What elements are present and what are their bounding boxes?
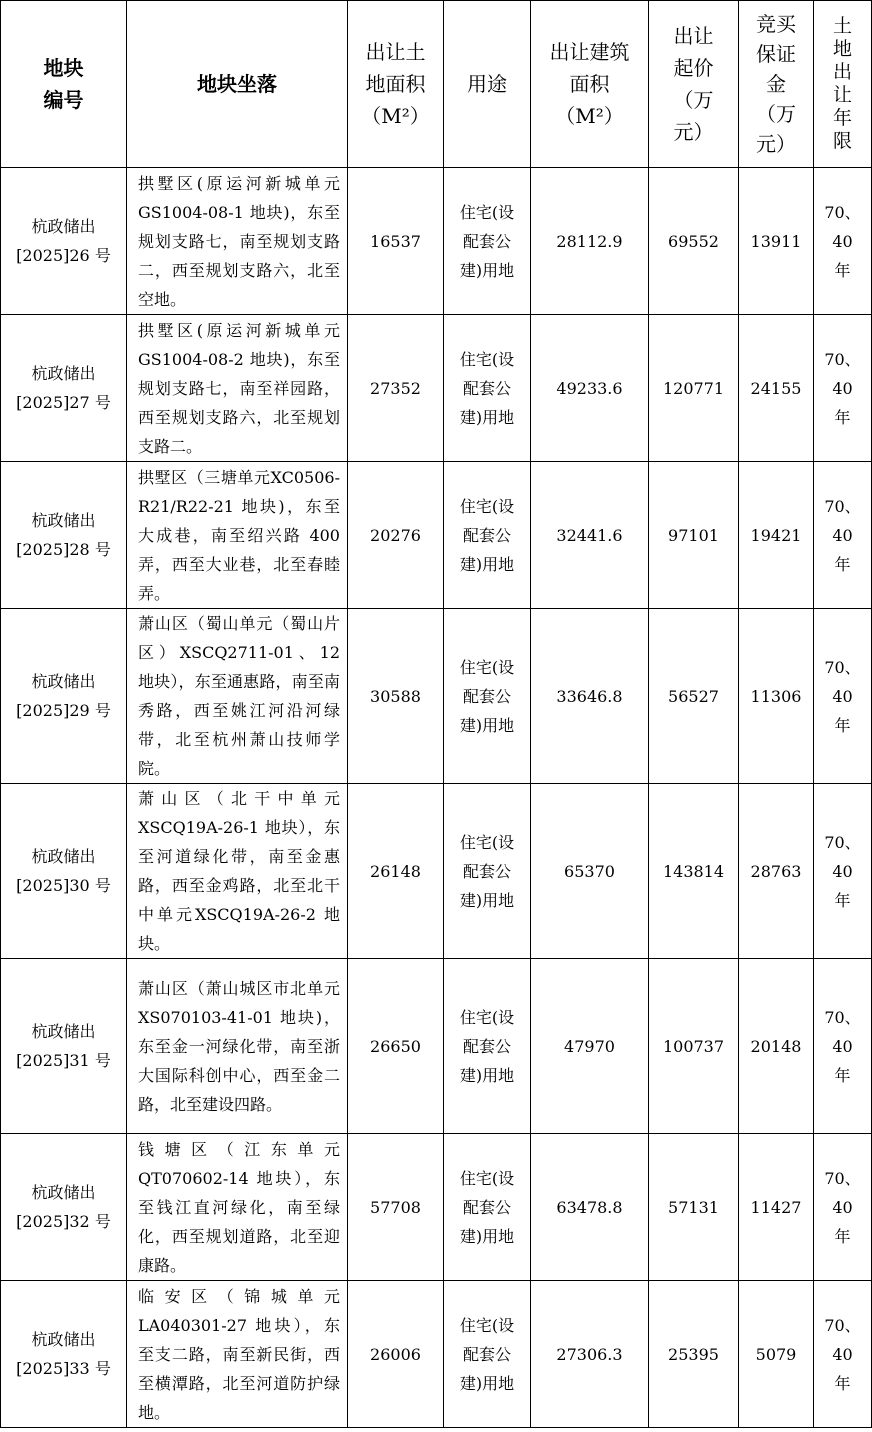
land-use-cell: 住宅(设 配套公 建)用地 [444, 609, 531, 784]
starting-price-cell: 25395 [649, 1281, 739, 1428]
parcel-location-cell: 萧山区（北干中单元XSCQ19A-26-1 地块），东至河道绿化带，南至金惠路，西至金鸡路，北至北干中单元XSCQ19A-26-2 地块。 [127, 784, 348, 959]
parcel-location-cell: 拱墅区(原运河新城单元GS1004-08-2 地块)，东至规划支路七，南至祥园路，西至规划支路六，北至规划支路二。 [127, 315, 348, 462]
deposit-cell: 24155 [739, 315, 814, 462]
table-row [1, 959, 872, 1134]
build-area-cell: 47970 [531, 959, 649, 1134]
land-area-cell: 26006 [348, 1281, 444, 1428]
header-price: 出让 起价 （万 元） [649, 1, 739, 168]
land-use-cell: 住宅(设 配套公 建)用地 [444, 1281, 531, 1428]
table-row [1, 784, 872, 959]
parcel-location-cell: 拱墅区(原运河新城单元GS1004-08-1 地块)，东至规划支路七，南至规划支路二，西至规划支路六，北至空地。 [127, 168, 348, 315]
parcel-location-cell: 钱塘区（江东单元QT070602-14 地块），东至钱江直河绿化，南至绿化，西至规划道路，北至迎康路。 [127, 1134, 348, 1281]
table-row [1, 1134, 872, 1281]
term-cell: 70、 40 年 [814, 462, 872, 609]
table-row [1, 462, 872, 609]
table-row [1, 168, 872, 315]
parcel-location-cell: 萧山区（蜀山单元（蜀山片区）XSCQ2711-01、12 地块），东至通惠路，南至南秀路，西至姚江河沿河绿带，北至杭州萧山技师学院。 [127, 609, 348, 784]
land-area-cell: 27352 [348, 315, 444, 462]
deposit-cell: 11306 [739, 609, 814, 784]
parcel-id-cell: 杭政储出 [2025]33 号 [1, 1281, 127, 1428]
land-use-cell: 住宅(设 配套公 建)用地 [444, 168, 531, 315]
parcel-location-cell: 萧山区（萧山城区市北单元 XS070103-41-01 地块)，东至金一河绿化带，南至浙大国际科创中心，西至金二路，北至建设四路。 [127, 959, 348, 1134]
land-area-cell: 20276 [348, 462, 444, 609]
starting-price-cell: 69552 [649, 168, 739, 315]
header-location: 地块坐落 [127, 1, 348, 168]
parcel-id-cell: 杭政储出 [2025]31 号 [1, 959, 127, 1134]
starting-price-cell: 56527 [649, 609, 739, 784]
deposit-cell: 5079 [739, 1281, 814, 1428]
build-area-cell: 63478.8 [531, 1134, 649, 1281]
parcel-location-cell: 拱墅区（三塘单元XC0506-R21/R22-21 地块)，东至大成巷，南至绍兴路 400 弄，西至大业巷，北至春睦弄。 [127, 462, 348, 609]
parcel-id-cell: 杭政储出 [2025]28 号 [1, 462, 127, 609]
deposit-cell: 19421 [739, 462, 814, 609]
term-cell: 70、 40 年 [814, 315, 872, 462]
term-cell: 70、 40 年 [814, 168, 872, 315]
header-id: 地块 编号 [1, 1, 127, 168]
parcel-id-cell: 杭政储出 [2025]29 号 [1, 609, 127, 784]
starting-price-cell: 57131 [649, 1134, 739, 1281]
build-area-cell: 27306.3 [531, 1281, 649, 1428]
deposit-cell: 28763 [739, 784, 814, 959]
header-use: 用途 [444, 1, 531, 168]
build-area-cell: 28112.9 [531, 168, 649, 315]
land-area-cell: 57708 [348, 1134, 444, 1281]
deposit-cell: 20148 [739, 959, 814, 1134]
header-term: 土 地 出 让 年 限 [814, 1, 872, 168]
build-area-cell: 33646.8 [531, 609, 649, 784]
table-row [1, 1281, 872, 1428]
header-build-area: 出让建筑 面积 （M²） [531, 1, 649, 168]
land-use-cell: 住宅(设 配套公 建)用地 [444, 462, 531, 609]
table-row [1, 315, 872, 462]
deposit-cell: 13911 [739, 168, 814, 315]
build-area-cell: 65370 [531, 784, 649, 959]
land-use-cell: 住宅(设 配套公 建)用地 [444, 959, 531, 1134]
header-deposit: 竞买 保证 金 （万 元） [739, 1, 814, 168]
parcel-id-cell: 杭政储出 [2025]32 号 [1, 1134, 127, 1281]
starting-price-cell: 143814 [649, 784, 739, 959]
land-use-cell: 住宅(设 配套公 建)用地 [444, 784, 531, 959]
term-cell: 70、 40 年 [814, 609, 872, 784]
land-use-cell: 住宅(设 配套公 建)用地 [444, 1134, 531, 1281]
term-cell: 70、 40 年 [814, 959, 872, 1134]
land-use-cell: 住宅(设 配套公 建)用地 [444, 315, 531, 462]
land-area-cell: 26650 [348, 959, 444, 1134]
header-land-area: 出让土 地面积 （M²） [348, 1, 444, 168]
table-row [1, 609, 872, 784]
land-area-cell: 26148 [348, 784, 444, 959]
parcel-id-cell: 杭政储出 [2025]27 号 [1, 315, 127, 462]
build-area-cell: 32441.6 [531, 462, 649, 609]
land-area-cell: 30588 [348, 609, 444, 784]
header-row [1, 1, 872, 168]
term-cell: 70、 40 年 [814, 1134, 872, 1281]
parcel-id-cell: 杭政储出 [2025]30 号 [1, 784, 127, 959]
starting-price-cell: 100737 [649, 959, 739, 1134]
parcel-location-cell: 临安区（锦城单元LA040301-27 地块），东至支二路，南至新民街，西至横潭路，北至河道防护绿地。 [127, 1281, 348, 1428]
deposit-cell: 11427 [739, 1134, 814, 1281]
term-cell: 70、 40 年 [814, 1281, 872, 1428]
parcel-id-cell: 杭政储出 [2025]26 号 [1, 168, 127, 315]
land-area-cell: 16537 [348, 168, 444, 315]
starting-price-cell: 120771 [649, 315, 739, 462]
build-area-cell: 49233.6 [531, 315, 649, 462]
starting-price-cell: 97101 [649, 462, 739, 609]
term-cell: 70、 40 年 [814, 784, 872, 959]
